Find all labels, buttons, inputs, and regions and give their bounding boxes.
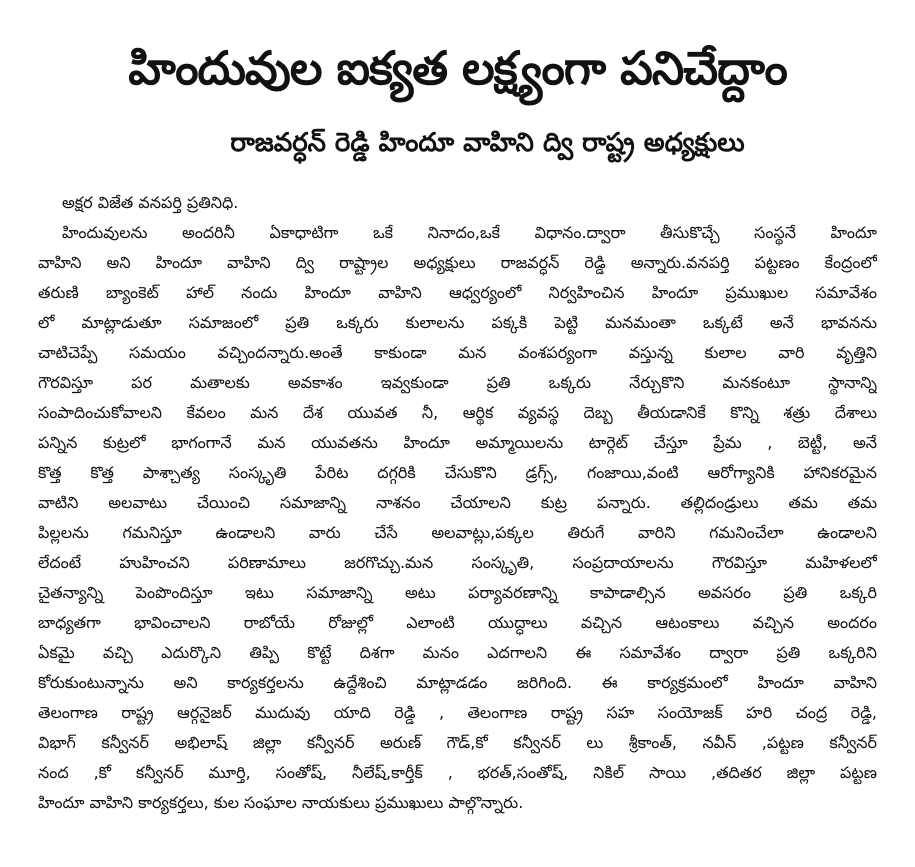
body-line: లేదంటే హుహించని పరిణామాలు జరగొచ్చు.మన సంస్కృతి, సంప్రదాయాలను గౌరవిస్తూ మహిళలలో bbox=[38, 553, 877, 572]
body-line: విభాగ్ కన్వీనర్ అభిలాష్ జిల్లా కన్వీనర్ అరుణ్ గౌడ్,కో కన్వీనర్ లు శ్రీకాంత్, నవీన్ ,పట్టణ కన్వీనర్ bbox=[38, 733, 877, 752]
body-line: వాహిని అని హిందూ వాహిని ద్వి రాష్ట్రాల అధ్యక్షులు రాజవర్ధన్ రెడ్డి అన్నారు.వనపర్తి పట్టణం కేంద్రంలో bbox=[38, 253, 877, 272]
subheadline: రాజవర్ధన్ రెడ్డి హిందూ వాహిని ద్వి రాష్ట్ర అధ్యక్షులు bbox=[230, 128, 745, 158]
article-body bbox=[38, 188, 877, 818]
body-line: బాధ్యతగా భావించాలని రాబోయే రోజుల్లో ఎలాంటి యుద్ధాలు వచ్చిన ఆటంకాలు వచ్చిన అందరం bbox=[38, 613, 877, 632]
body-line: హిందూ వాహిని కార్యకర్తలు, కుల సంఘాల నాయకులు ప్రముఖులు పాల్గొన్నారు. bbox=[38, 793, 524, 812]
body-line: కోరుకుంటున్నాను అని కార్యకర్తలను ఉద్దేశించి మాట్లాడడం జరిగింది. ఈ కార్యక్రమంలో హిందూ వాహిని bbox=[38, 673, 877, 692]
body-line: పన్నిన కుట్రలో భాగంగానే మన యువతను హిందూ అమ్మాయిలను టార్గెట్ చేస్తూ ప్రేమ , బెట్టీ, అనే bbox=[38, 433, 877, 452]
body-line: పిల్లలను గమనిస్తూ ఉండాలని వారు చేసే అలవాట్లు,పక్కల తిరుగే వారిని గమనించేలా ఉండాలని bbox=[38, 523, 877, 542]
headline: హిందువుల ఐక్యత లక్ష్యంగా పనిచేద్దాం bbox=[128, 41, 787, 95]
body-line: కొత్త కొత్త పాశ్చాత్య సంస్కృతి పేరిట దగ్గరికి చేసుకొని డ్రగ్స్, గంజాయి,వంటి ఆరోగ్యానికి హానికరమైన bbox=[38, 463, 877, 482]
body-line: చాటిచెప్పే సమయం వచ్చిందన్నారు.అంతే కాకుండా మన వంశపర్యంగా వస్తున్న కులాల వారి వృత్తిని bbox=[38, 343, 877, 362]
body-line: హిందువులను అందరినీ ఏకాధాటిగా ఒకే నినాదం,ఒకే విధానం.ద్వారా తీసుకొచ్చే సంస్థనే హిందూ bbox=[62, 223, 877, 242]
body-line: వాటిని అలవాటు చేయించి సమాజాన్ని నాశనం చేయాలని కుట్ర పన్నారు. తల్లిదండ్రులు తమ తమ bbox=[38, 493, 877, 512]
body-line: తరుణి బ్యాంకెట్ హాల్ నందు హిందూ వాహిని ఆధ్వర్యంలో నిర్వహించిన హిందూ ప్రముఖుల సమావేశం bbox=[38, 283, 877, 302]
body-line: నంద ,కో కన్వీనర్ మూర్తి, సంతోష్, నీలేష్,కార్తీక్ , భరత్,సంతోష్, నికిల్ సాయి ,తదితర జిల్లా పట్టణ bbox=[38, 763, 877, 782]
body-line: లో మాట్లాడుతూ సమాజంలో ప్రతి ఒక్కరు కులాలను పక్కకి పెట్టి మనమంతా ఒక్కటే అనే భావనను bbox=[38, 313, 877, 332]
body-line: తెలంగాణ రాష్ట్ర ఆర్గనైజర్ ముదువు యాది రెడ్డి , తెలంగాణ రాష్ట్ర సహ సంయోజక్ హరి చంద్ర రెడ్డి, bbox=[38, 703, 877, 722]
body-line: గౌరవిస్తూ పర మతాలకు అవకాశం ఇవ్వకుండా ప్రతి ఒక్కరు నేర్చుకొని మనకంటూ స్థానాన్ని bbox=[38, 373, 877, 392]
body-line: చైతన్యాన్ని పెంపొందిస్తూ ఇటు సమాజాన్ని అటు పర్యావరణాన్ని కాపాడాల్సిన అవసరం ప్రతి ఒక్కరి bbox=[38, 583, 877, 602]
body-line: సంపాదించుకోవాలని కేవలం మన దేశ యువత నీ, ఆర్థిక వ్యవస్థ దెబ్బ తీయడానికే కొన్ని శత్రు దేశాలు bbox=[38, 403, 877, 422]
dateline: అక్షర విజేత వనపర్తి ప్రతినిధి. bbox=[62, 193, 239, 212]
body-line: ఏకమై వచ్చి ఎదుర్కొని తిప్పి కొట్టే దిశగా మనం ఎదగాలని ఈ సమావేశం ద్వారా ప్రతి ఒక్కరిని bbox=[38, 643, 877, 662]
